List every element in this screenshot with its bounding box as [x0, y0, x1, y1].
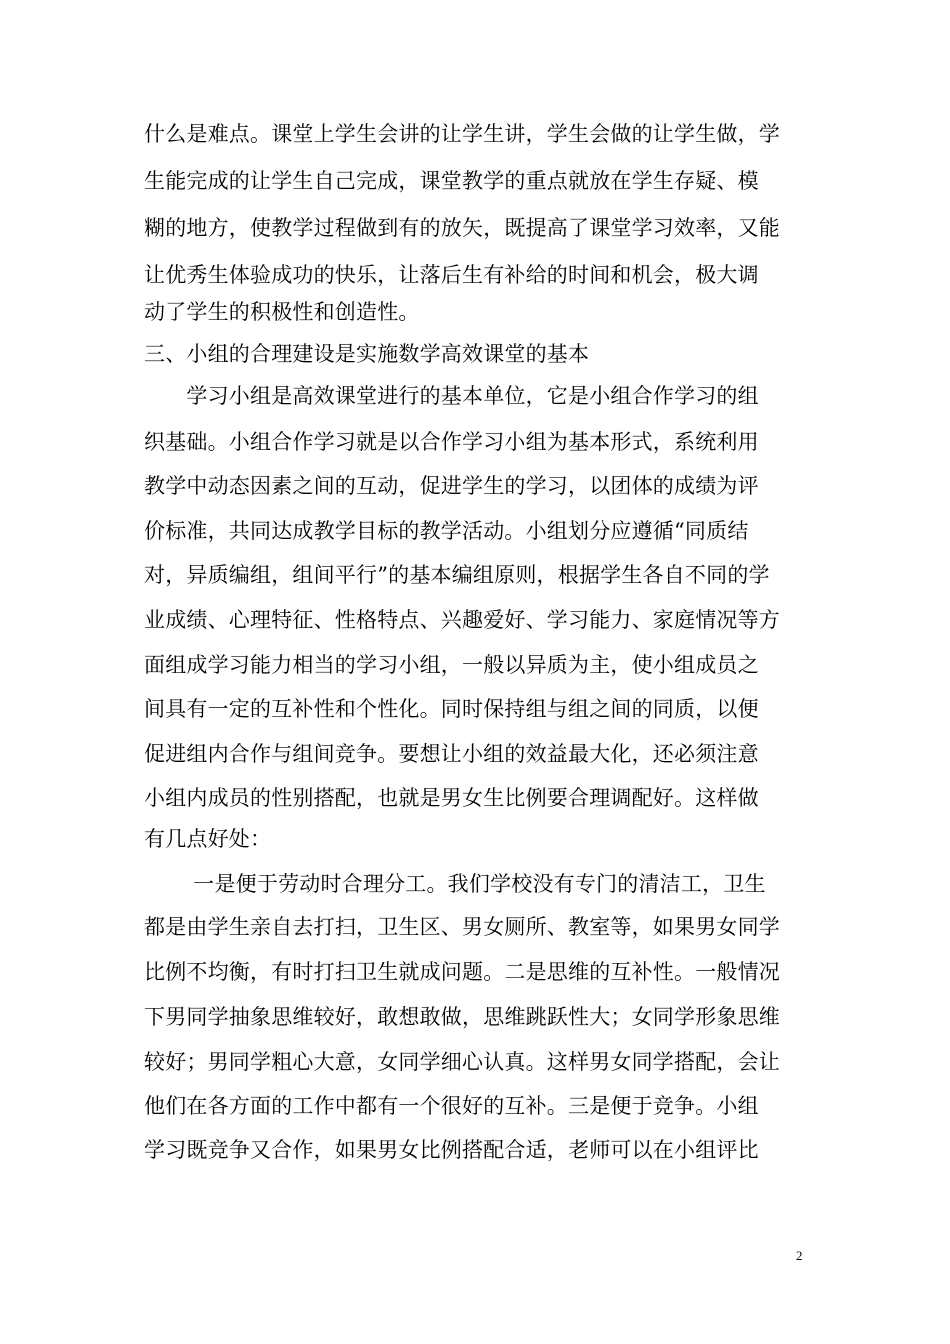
page-number: 2	[796, 1248, 803, 1263]
text-line: 都是由学生亲自去打扫，卫生区、男女厕所、教室等，如果男女同学	[144, 915, 780, 939]
text-line: 有几点好处：	[144, 827, 272, 851]
text-line: 生能完成的让学生自己完成，课堂教学的重点就放在学生存疑、模	[144, 169, 759, 193]
text-line: 促进组内合作与组间竞争。要想让小组的效益最大化，还必须注意	[144, 742, 759, 766]
text-line: 糊的地方，使教学过程做到有的放矢，既提高了课堂学习效率，又能	[144, 216, 780, 240]
text-line: 价标准，共同达成教学目标的教学活动。小组划分应遵循“同质结	[144, 519, 749, 543]
text-line: 较好；男同学粗心大意，女同学细心认真。这样男女同学搭配，会让	[144, 1050, 780, 1074]
text-line: 学习既竞争又合作，如果男女比例搭配合适，老师可以在小组评比	[144, 1138, 759, 1162]
text-line: 下男同学抽象思维较好，敢想敢做，思维跳跃性大；女同学形象思维	[144, 1005, 780, 1029]
text-line: 学习小组是高效课堂进行的基本单位，它是小组合作学习的组	[144, 384, 759, 408]
text-line: 他们在各方面的工作中都有一个很好的互补。三是便于竞争。小组	[144, 1094, 759, 1118]
section-heading: 三、小组的合理建设是实施数学高效课堂的基本	[144, 342, 590, 366]
text-line: 间具有一定的互补性和个性化。同时保持组与组之间的同质，以便	[144, 697, 759, 721]
text-line: 让优秀生体验成功的快乐，让落后生有补给的时间和机会，极大调	[144, 263, 759, 287]
text-line: 动了学生的积极性和创造性。	[144, 300, 420, 324]
text-line: 织基础。小组合作学习就是以合作学习小组为基本形式，系统利用	[144, 430, 759, 454]
text-line: 什么是难点。课堂上学生会讲的让学生讲，学生会做的让学生做，学	[144, 122, 780, 146]
text-line: 业成绩、心理特征、性格特点、兴趣爱好、学习能力、家庭情况等方	[144, 608, 780, 632]
text-line: 比例不均衡，有时打扫卫生就成问题。二是思维的互补性。一般情况	[144, 960, 780, 984]
text-line: 一是便于劳动时合理分工。我们学校没有专门的清洁工，卫生	[144, 872, 766, 896]
text-line: 对，异质编组，组间平行”的基本编组原则，根据学生各自不同的学	[144, 563, 770, 587]
text-line: 教学中动态因素之间的互动，促进学生的学习，以团体的成绩为评	[144, 474, 759, 498]
text-line: 面组成学习能力相当的学习小组，一般以异质为主，使小组成员之	[144, 653, 759, 677]
text-line: 小组内成员的性别搭配，也就是男女生比例要合理调配好。这样做	[144, 786, 759, 810]
